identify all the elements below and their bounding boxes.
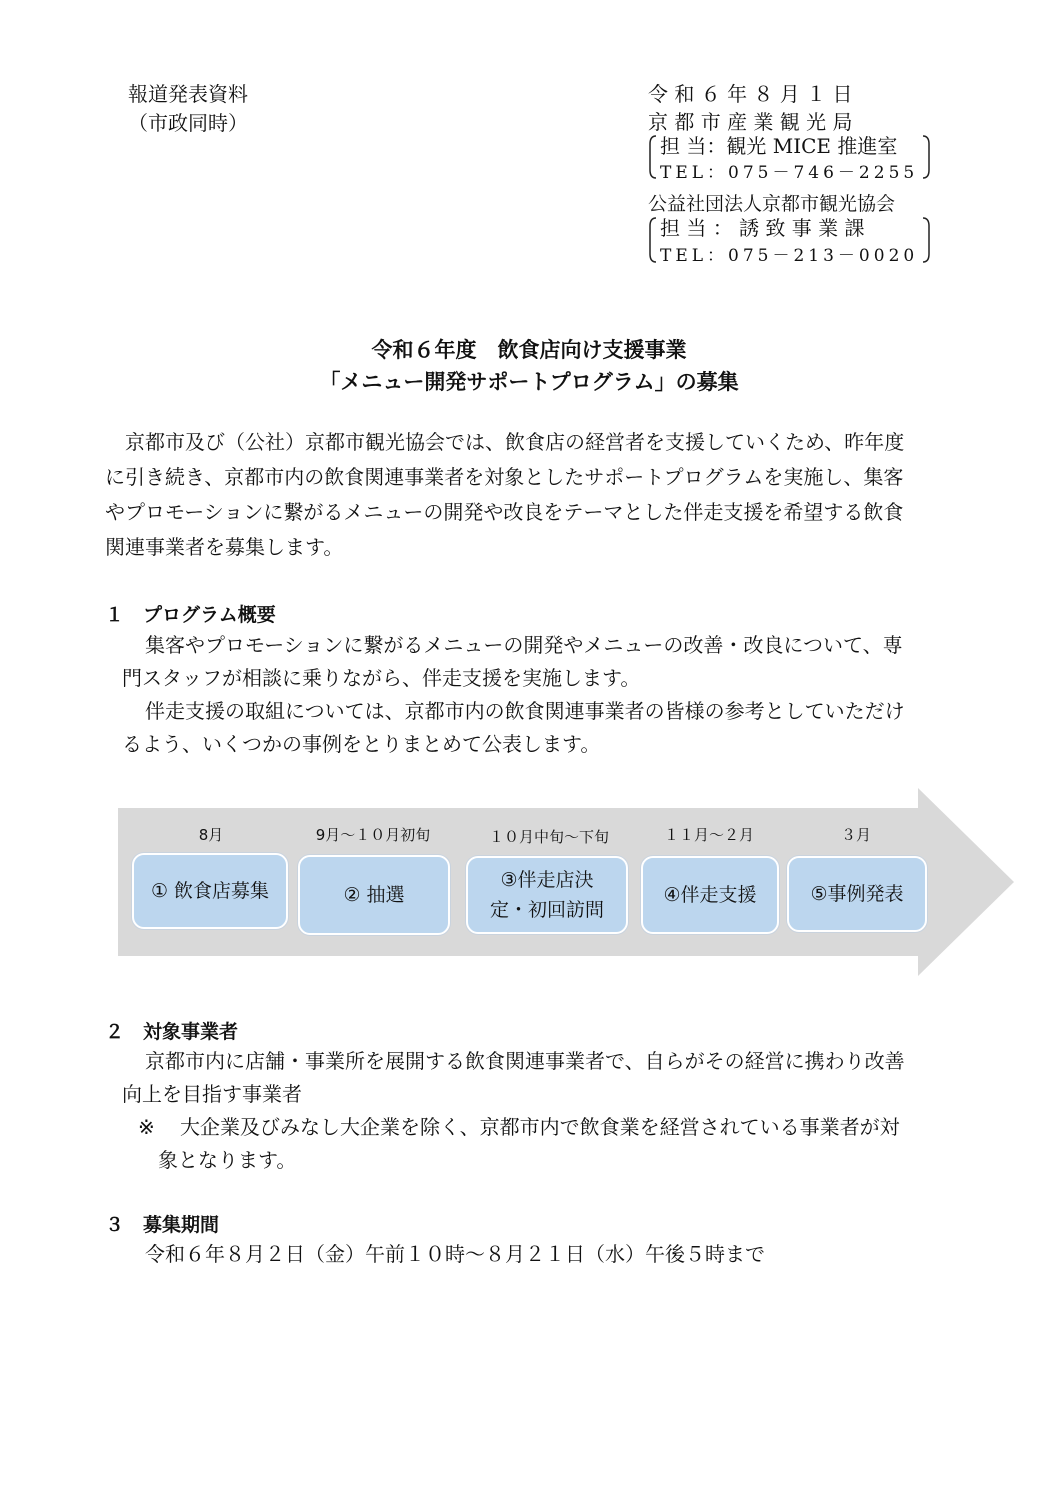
step-month: 9月～１０月初旬 <box>315 826 431 844</box>
section2-line: 京都市内に店舗・事業所を展開する飲食関連事業者で、自らがその経営に携わり改善 <box>145 1049 905 1073</box>
step-box-case-presentation: ⑤事例発表 <box>787 856 927 932</box>
recruitment-period: 令和６年８月２日（金）午前１０時～８月２１日（水）午後５時まで <box>145 1242 765 1266</box>
intro-line: やプロモーションに繋がるメニューの開発や改良をテーマとした伴走支援を希望する飲食 <box>105 500 904 524</box>
intro-line: 関連事業者を募集します。 <box>105 535 344 559</box>
intro-line: 京都市及び（公社）京都市観光協会では、飲食店の経営者を支援していくため、昨年度 <box>105 430 905 454</box>
document-subtitle: 「メニュー開発サポートプログラム」の募集 <box>319 370 739 394</box>
section1-heading <box>105 600 276 627</box>
section1-line: 伴走支援の取組については、京都市内の飲食関連事業者の皆様の参考としていただけ <box>145 699 905 723</box>
section3-title: 募集期間 <box>143 1214 220 1236</box>
document-title: 令和６年度 飲食店向け支援事業 <box>371 338 687 362</box>
release-sublabel: （市政同時） <box>128 111 248 135</box>
contact1-dept: 担 当：観光 MICE 推進室 <box>660 134 898 158</box>
note-line: 象となります。 <box>158 1148 297 1172</box>
note-mark: ※ <box>138 1115 155 1139</box>
step-box-lottery: ② 抽選 <box>298 855 450 935</box>
section1-line: 門スタッフが相談に乗りながら、伴走支援を実施します。 <box>122 666 641 690</box>
contact2-bracket <box>648 216 931 264</box>
contact2-tel: TEL：075－213－0020 <box>660 246 919 266</box>
section3-heading <box>105 1210 219 1237</box>
organization-name: 公益社団法人京都市観光協会 <box>648 193 896 215</box>
step-box-recruitment: ① 飲食店募集 <box>132 853 288 929</box>
section2-number: ２ <box>105 1021 125 1043</box>
section1-line: るよう、いくつかの事例をとりまとめて公表します。 <box>122 732 601 756</box>
step-month: １１月～２月 <box>663 826 754 844</box>
intro-line: に引き続き、京都市内の飲食関連事業者を対象としたサポートプログラムを実施し、集客 <box>105 465 904 489</box>
release-label-block <box>128 82 248 140</box>
section2-title: 対象事業者 <box>143 1021 239 1043</box>
section2-line: 向上を目指す事業者 <box>122 1082 302 1106</box>
step-box-support: ④伴走支援 <box>641 856 779 934</box>
contact2-dept: 担 当 ： 誘 致 事 業 課 <box>660 216 865 240</box>
section3-number: ３ <box>105 1214 125 1236</box>
contact1-bracket <box>648 134 931 183</box>
release-label: 報道発表資料 <box>128 82 248 106</box>
step-month: 8月 <box>198 826 224 844</box>
intro-paragraph <box>105 425 965 565</box>
section1-number: １ <box>105 604 125 626</box>
note-line: 大企業及びみなし大企業を除く、京都市内で飲食業を経営されている事業者が対 <box>180 1115 900 1139</box>
section1-title: プログラム概要 <box>143 604 276 626</box>
release-date: 令 和 ６ 年 ８ 月 １ 日 <box>648 82 853 106</box>
section2-heading <box>105 1017 238 1044</box>
step-box-decision-visit: ③伴走店決定・初回訪問 <box>466 856 628 934</box>
section1-line: 集客やプロモーションに繋がるメニューの開発やメニューの改善・改良について、専 <box>145 633 903 657</box>
issuing-bureau: 京 都 市 産 業 観 光 局 <box>648 110 853 134</box>
contact1-tel: TEL：075－746－2255 <box>660 163 919 183</box>
step-month: １０月中旬～下旬 <box>488 828 609 846</box>
step-month: ３月 <box>840 826 871 844</box>
